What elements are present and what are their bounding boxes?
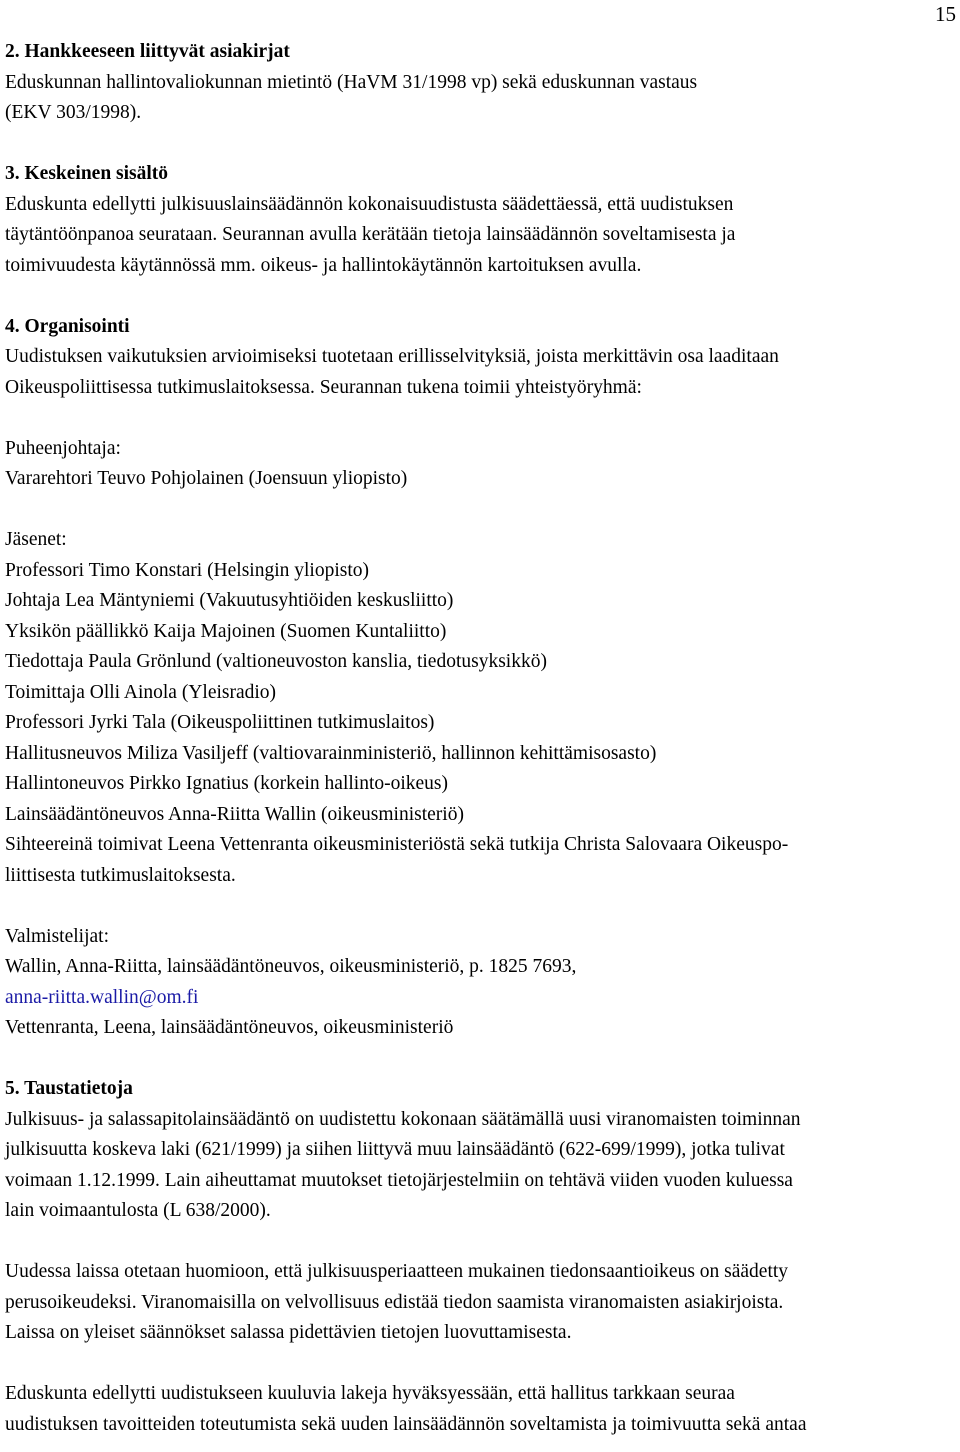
section-4-line: Uudistuksen vaikutuksien arvioimiseksi tuotetaan erillisselvityksiä, joista merkittävin osa laaditaan — [5, 346, 779, 367]
member-item: Yksikön päällikkö Kaija Majoinen (Suomen Kuntaliitto) — [5, 620, 447, 642]
document-body — [5, 37, 950, 1440]
spacer — [5, 495, 950, 526]
section-3-line: täytäntöönpanoa seurataan. Seurannan avulla kerätään tietoja lainsäädännön soveltamisesta ja — [5, 224, 736, 245]
section-3-line: toimivuudesta käytännössä mm. oikeus- ja hallintokäytännön kartoituksen avulla. — [5, 254, 642, 276]
member-item: Toimittaja Olli Ainola (Yleisradio) — [5, 681, 277, 703]
section-5-line: perusoikeudeksi. Viranomaisilla on velvollisuus edistää tiedon saamista viranomaisten asiakirjoista. — [5, 1291, 784, 1313]
email-link[interactable]: anna-riitta.wallin@om.fi — [5, 986, 199, 1008]
section-3-line: Eduskunta edellytti julkisuuslainsäädännön kokonaisuudistusta säädettäessä, että uudistuksen — [5, 193, 734, 215]
spacer — [5, 891, 950, 922]
chair-name: Vararehtori Teuvo Pohjolainen (Joensuun yliopisto) — [5, 468, 408, 489]
section-3-heading: 3. Keskeinen sisältö — [5, 163, 169, 184]
member-item: Hallitusneuvos Miliza Vasiljeff (valtiovarainministeriö, hallinnon kehittämisosasto) — [5, 742, 657, 764]
spacer — [5, 1227, 950, 1258]
section-5-line: Uudessa laissa otetaan huomioon, että julkisuusperiaatteen mukainen tiedonsaantioikeus on säädetty — [5, 1261, 789, 1282]
preparers-label: Valmistelijat: — [5, 925, 109, 947]
preparer-email-line — [5, 983, 950, 1014]
section-5-line: voimaan 1.12.1999. Lain aiheuttamat muutokset tietojärjestelmiin on tehtävä viiden vuoden kuluessa — [5, 1169, 793, 1191]
member-item: Professori Timo Konstari (Helsingin yliopisto) — [5, 559, 370, 581]
section-4-heading: 4. Organisointi — [5, 315, 130, 337]
spacer — [5, 281, 950, 312]
section-4-line: Oikeuspoliittisessa tutkimuslaitoksessa. Seurannan tukena toimii yhteistyöryhmä: — [5, 376, 642, 398]
secretaries-line: Sihteereinä toimivat Leena Vettenranta oikeusministeriöstä sekä tutkija Christa Salovaara Oikeuspo- — [5, 834, 789, 855]
section-5-line: Laissa on yleiset säännökset salassa pidettävien tietojen luovuttamisesta. — [5, 1322, 572, 1343]
section-5-heading: 5. Taustatietoja — [5, 1078, 133, 1099]
member-item: Hallintoneuvos Pirkko Ignatius (korkein hallinto-oikeus) — [5, 773, 449, 794]
section-2-heading: 2. Hankkeeseen liittyvät asiakirjat — [5, 41, 290, 62]
spacer — [5, 129, 950, 160]
section-2-line: (EKV 303/1998). — [5, 102, 142, 123]
members-label: Jäsenet: — [5, 529, 67, 550]
section-2-line: Eduskunnan hallintovaliokunnan mietintö (HaVM 31/1998 vp) sekä eduskunnan vastaus — [5, 71, 698, 93]
spacer — [5, 403, 950, 434]
section-5-line: julkisuutta koskeva laki (621/1999) ja siihen liittyvä muu lainsäädäntö (622-699/1999), jotka tulivat — [5, 1139, 785, 1160]
member-item: Johtaja Lea Mäntyniemi (Vakuutusyhtiöiden keskusliitto) — [5, 590, 454, 611]
member-item: Tiedottaja Paula Grönlund (valtioneuvoston kanslia, tiedotusyksikkö) — [5, 651, 547, 672]
section-5-line: Eduskunta edellytti uudistukseen kuuluvia lakeja hyväksyessään, että hallitus tarkkaan seuraa — [5, 1383, 735, 1404]
preparer-item: Wallin, Anna-Riitta, lainsäädäntöneuvos, oikeusministeriö, p. 1825 7693, — [5, 956, 577, 977]
spacer — [5, 1044, 950, 1075]
spacer — [5, 1349, 950, 1380]
section-5-line: uudistuksen tavoitteiden toteutumista sekä uuden lainsäädännön soveltamista ja toimivuutta sekä antaa — [5, 1413, 807, 1435]
chair-label: Puheenjohtaja: — [5, 437, 121, 459]
section-5-line: lain voimaantulosta (L 638/2000). — [5, 1200, 271, 1221]
preparer-item: Vettenranta, Leena, lainsäädäntöneuvos, oikeusministeriö — [5, 1017, 454, 1038]
member-item: Lainsäädäntöneuvos Anna-Riitta Wallin (oikeusministeriö) — [5, 803, 464, 825]
page-number: 15 — [935, 2, 956, 26]
section-5-line: Julkisuus- ja salassapitolainsäädäntö on uudistettu kokonaan säätämällä uusi viranomaisten toiminnan — [5, 1108, 801, 1130]
secretaries-line: liittisesta tutkimuslaitoksesta. — [5, 864, 236, 886]
member-item: Professori Jyrki Tala (Oikeuspoliittinen tutkimuslaitos) — [5, 712, 435, 733]
